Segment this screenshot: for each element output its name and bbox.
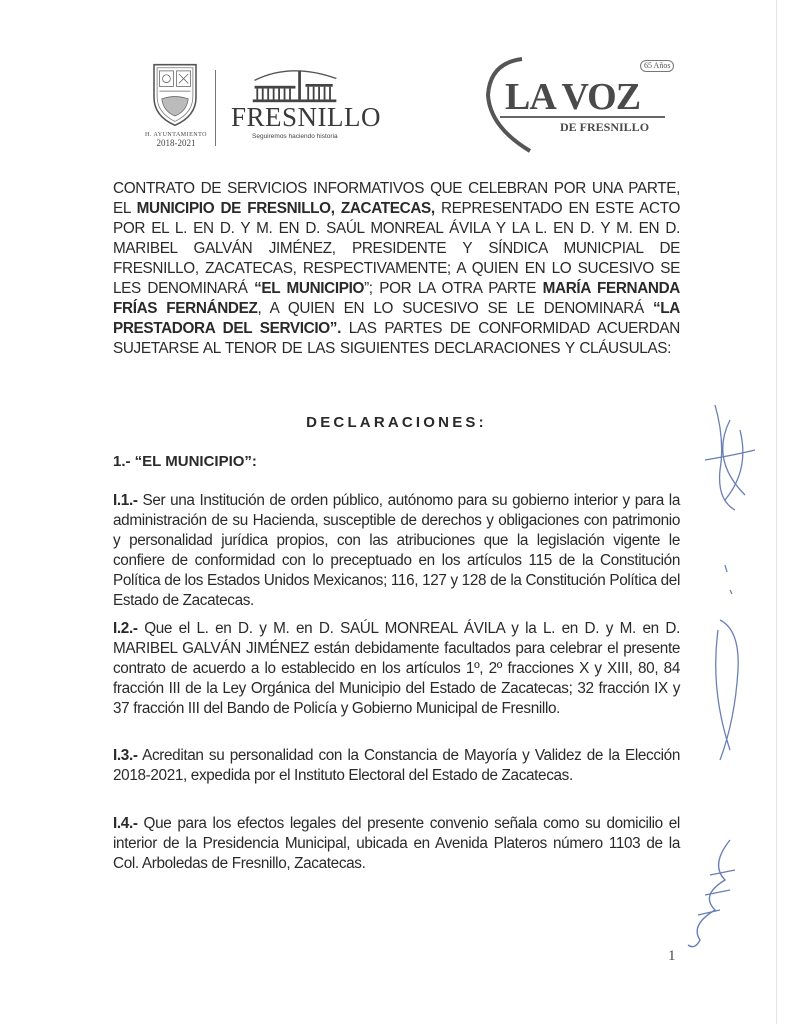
fresnillo-logo-text: FRESNILLO bbox=[231, 102, 382, 132]
text-run: Que el L. en D. y M. en D. SAÚL MONREAL ÁVILA y la L. en D. y M. en D. MARIBEL GALVÁN JIMÉNEZ están debidamente facultados para celebrar el presente contrato de acuerdo a lo establecido en los artículos 1º, 2º fracciones X y XIII, 80, 84 fracción III de la Ley Orgánica del Municipio del Estado de Zacatecas; 32 fracción IX y 37 fracción III del Bando de Policía y Gobierno Municipal de Fresnillo. bbox=[113, 620, 680, 717]
clause-paragraph bbox=[113, 491, 680, 611]
anniversary-badge: 65 Años bbox=[640, 60, 674, 72]
contract-intro bbox=[113, 179, 680, 359]
crest-caption bbox=[128, 132, 224, 148]
document-body bbox=[113, 179, 680, 874]
bold-text-run: “LA PRESTADORA DEL SERVICIO”. bbox=[113, 300, 680, 337]
text-run: ”; POR LA OTRA PARTE bbox=[364, 280, 543, 297]
municipal-crest-logo bbox=[140, 60, 210, 130]
fresnillo-monument-logo bbox=[230, 64, 370, 104]
text-run: Que para los efectos legales del presente convenio señala como su domicilio el interior de la Presidencia Municipal, ubicada en Avenida Plateros número 1103 de la Col. Arboledas de Fresnillo, Zacatecas. bbox=[113, 815, 680, 872]
clause-paragraph bbox=[113, 746, 680, 786]
fresnillo-slogan: Seguiremos haciendo historia bbox=[252, 133, 338, 140]
text-run: LAS PARTES DE CONFORMIDAD ACUERDAN SUJETARSE AL TENOR DE LAS SIGUIENTES DECLARACIONES Y CLÁUSULAS: bbox=[113, 320, 680, 357]
crest-years: 2018-2021 bbox=[156, 137, 196, 148]
crest-caption-text: H. AYUNTAMIENTO bbox=[144, 132, 208, 138]
declarations-heading: DECLARACIONES: bbox=[306, 414, 487, 431]
bold-text-run: I.4.- bbox=[113, 815, 138, 832]
page-edge bbox=[776, 0, 777, 1024]
page-number: 1 bbox=[668, 948, 676, 964]
signature-mark bbox=[695, 400, 765, 520]
text-run: , A QUIEN EN LO SUCESIVO SE LE DENOMINARÁ bbox=[257, 300, 653, 317]
la-voz-subtitle: DE FRESNILLO bbox=[560, 120, 650, 134]
bold-text-run: MARÍA FERNANDA FRÍAS FERNÁNDEZ bbox=[113, 280, 680, 317]
bold-text-run: I.1.- bbox=[113, 492, 138, 509]
clause-paragraph bbox=[113, 619, 680, 719]
bold-text-run: MUNICIPIO DE FRESNILLO, ZACATECAS, bbox=[136, 200, 435, 217]
bold-text-run: “EL MUNICIPIO bbox=[254, 280, 365, 297]
clause-paragraph bbox=[113, 814, 680, 874]
signature-mark bbox=[680, 835, 750, 955]
section-title: 1.- “EL MUNICIPIO”: bbox=[113, 453, 257, 470]
bold-text-run: I.3.- bbox=[113, 747, 138, 764]
la-voz-logo-text: LA VOZ bbox=[505, 76, 641, 118]
text-run: CONTRATO DE SERVICIOS INFORMATIVOS QUE CELEBRAN POR UNA PARTE, EL bbox=[113, 180, 680, 217]
signature-mark bbox=[700, 560, 760, 780]
bold-text-run: I.2.- bbox=[113, 620, 138, 637]
text-run: Ser una Institución de orden público, autónomo para su gobierno interior y para la administración de su Hacienda, susceptible de derechos y obligaciones con patrimonio y personalidad jurídica propios, con las atribuciones que la legislación vigente le confiere de conformidad con lo preceptuado en los artículos 115 de la Constitución Política de los Estados Unidos Mexicanos; 116, 127 y 128 de la Constitución Política del Estado de Zacatecas. bbox=[113, 492, 680, 609]
text-run: Acreditan su personalidad con la Constancia de Mayoría y Validez de la Elección 2018-2021, expedida por el Instituto Electoral del Estado de Zacatecas. bbox=[113, 747, 680, 784]
text-run: REPRESENTADO EN ESTE ACTO POR EL L. EN D. Y M. EN D. SAÚL MONREAL ÁVILA Y LA L. EN D. Y M. EN D. MARIBEL GALVÁN JIMÉNEZ, PRESIDENTE Y SÍNDICA MUNICPIAL DE FRESNILLO, ZACATECAS, RESPECTIVAMENTE; A QUIEN EN LO SUCESIVO SE LES DENOMINARÁ bbox=[113, 200, 680, 297]
logo-divider bbox=[215, 70, 216, 146]
